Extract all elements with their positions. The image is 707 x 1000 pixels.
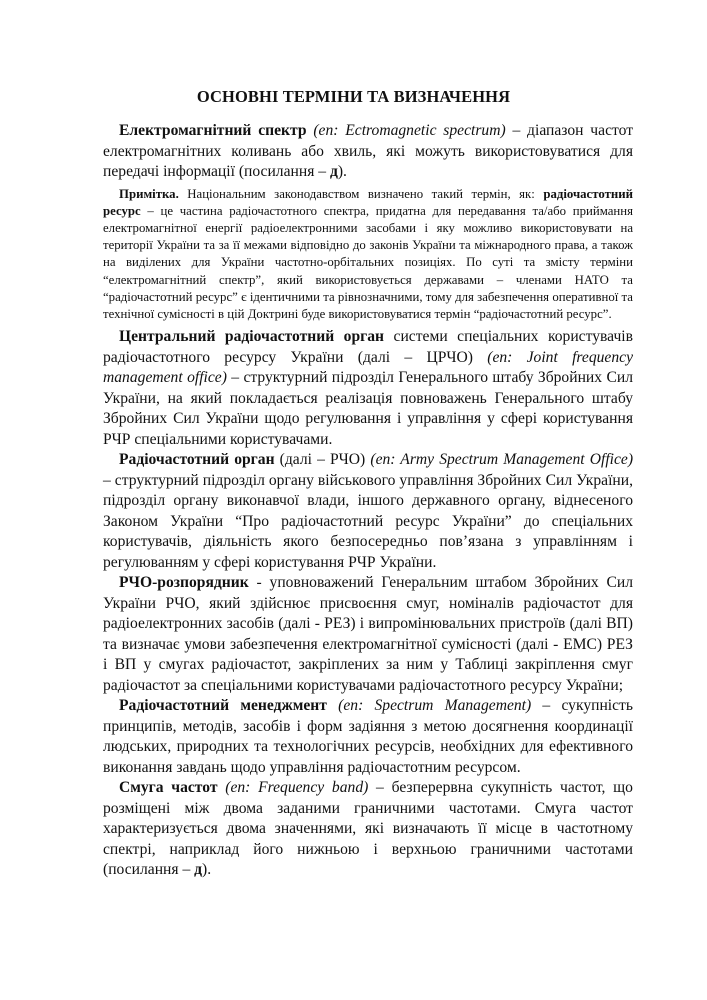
definition-radio-frequency-body (103, 450, 633, 573)
reference-letter: д (194, 861, 203, 879)
term-label: Електромагнітний спектр (119, 122, 307, 139)
english-equivalent: (en: Ectromagnetic spectrum) (313, 122, 506, 139)
term-label: Центральний радіочастотний орган (119, 328, 385, 346)
note-label: Примітка. (119, 186, 179, 201)
note-text-1: Національним законодавством визначено такий термін, як: (178, 186, 544, 201)
english-equivalent: (en: Army Spectrum Management Office) (370, 451, 634, 469)
definition-end: ). (337, 163, 347, 180)
definition-frequency-band (103, 778, 633, 881)
definition-rfo-administrator (103, 573, 633, 696)
term-label: Радіочастотний менеджмент (119, 697, 327, 715)
term-label: РЧО-розпорядник (119, 574, 249, 592)
definition-spectrum-management (103, 696, 633, 778)
note-paragraph (103, 186, 633, 324)
definition-text-1: системи спеціальних користувачів радіочастотного ресурсу України (далі – ЦРЧО) (103, 328, 633, 366)
reference-letter: д (329, 163, 338, 180)
definition-text: – сукупність принципів, методів, засобів і форм задіяння з метою досягнення координації людських, природних та технологічних ресурсів, необхідних для ефективного виконання завдань щодо управління радіочастотним ресурсом. (103, 697, 633, 776)
english-equivalent: (en: Joint frequency management office) (103, 348, 633, 387)
term-label: Радіочастотний орган (119, 451, 275, 469)
english-equivalent: (en: Frequency band) (217, 779, 369, 797)
english-equivalent: (en: Spectrum Management) (326, 697, 532, 715)
term-label: Смуга частот (119, 779, 218, 797)
definition-text: – безперервна сукупність частот, що розміщені між двома заданими граничними частотами. Смуга частот характеризується двома значеннями, які визначають її місце в частотному спектрі, наприклад його нижньою і верхньою граничними частотами (посилання – (103, 779, 633, 879)
definition-central-radio-frequency-body (103, 327, 633, 450)
definition-text: - уповноважений Генеральним штабом Збройних Сил України РЧО, який здійснює присвоєння смуг, номіналів радіочастот для радіоелектронних засобів (далі - РЕЗ) і випромінювальних пристроїв (далі ВП) та визначає умови забезпечення електромагнітної сумісності (далі - ЕМС) РЕЗ і ВП у смугах радіочастот, закріплених за ним у Таблиці закріплення смуг радіочастот за спеціальними користувачами радіочастотного ресурсу України; (103, 574, 633, 694)
definition-text-2: – структурний підрозділ Генерального штабу Збройних Сил України, на який покладається реалізація повноважень Генерального штабу Збройних Сил України щодо регулювання і управління у сфері користування РЧР спеціальними користувачами. (103, 369, 633, 448)
document-body (103, 121, 633, 881)
definition-end: ). (202, 861, 212, 879)
definition-text-1: (далі – РЧО) (274, 451, 371, 469)
definition-text-2: – структурний підрозділ органу військового управління Збройних Сил України, підрозділ органу виконавчої влади, іншого державного органу, віднесеного Законом України “Про радіочастотний ресурс України” до спеціальних користувачів, діяльність якого безпосередньо пов’язана з управлінням і регулюванням у сфері користування РЧР України. (103, 471, 633, 571)
note-text-2: – це частина радіочастотного спектра, придатна для передавання та/або приймання електромагнітної енергії радіоелектронними засобами і яку можливо використовувати на території України та за її межами відповідно до законів України та міжнародного права, а також на виділених для України частотно-орбітальних позиціях. По суті та змісту терміни “електромагнітний спектр”, який використовується державами – членами НАТО та “радіочастотний ресурс” є ідентичними та рівнозначними, тому для забезпечення оперативної та технічної сумісності в цій Доктрині буде використовуватися термін “радіочастотний ресурс”. (103, 203, 633, 321)
page-title: ОСНОВНІ ТЕРМІНИ ТА ВИЗНАЧЕННЯ (196, 87, 511, 106)
definition-electromagnetic-spectrum (103, 121, 633, 183)
definition-text: – діапазон частот електромагнітних коливань або хвиль, які можуть використовуватися для передачі інформації (посилання – (103, 122, 634, 180)
note-bold-term: радіочастотний ресурс (103, 186, 633, 218)
